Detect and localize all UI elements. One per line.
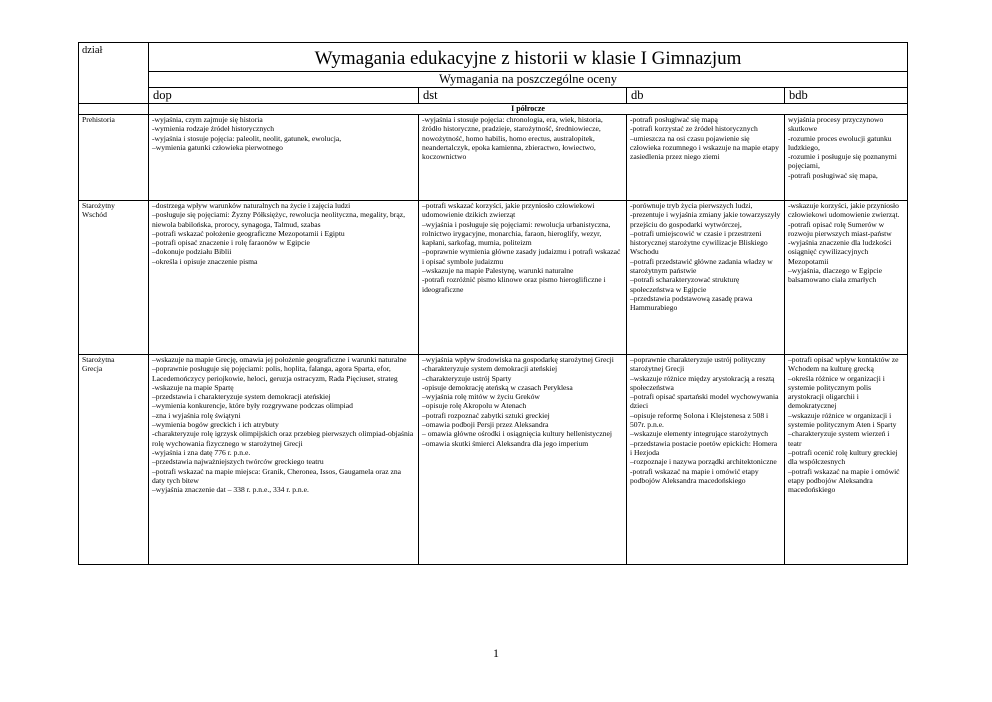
section-row (79, 104, 908, 115)
grade-header-bdb: bdb (785, 88, 908, 104)
requirement-cell-dop: –dostrzega wpływ warunków naturalnych na życie i zajęcia ludzi –posługuje się pojęciami: Żyzny Półksiężyc, rewolucja neolityczna, megality, brąz, niewola babilońska, prorocy, synagoga, Talmud, szabas –potrafi wskazać położenie geograficzne Mezopotamii i Egiptu –potrafi opisać znaczenie i rolę faraonów w Egipcie –dokonuje podziału Biblii –określa i opisuje znaczenie pisma (149, 201, 419, 355)
grades-subtitle: Wymagania na poszczególne oceny (149, 72, 908, 88)
requirement-cell-db: -potrafi posługiwać się mapą -potrafi korzystać ze źródeł historycznych –umieszcza na osi czasu pojawienie się człowieka rozumnego i wskazuje na mapie etapy zasiedlenia przez niego ziemi (627, 115, 785, 201)
requirement-cell-dop: –wskazuje na mapie Grecję, omawia jej położenie geograficzne i warunki naturalne –poprawnie posługuje się pojęciami: polis, hoplita, falanga, agora Sparta, efor, Lacedemończycy periojkowie, heloci, geruzja ostracyzm, Rada Pięciuset, strateg -wskazuje na mapie Spartę –przedstawia i charakteryzuje system demokracji ateńskiej –wymienia konkurencje, które były rozgrywane podczas olimpiad –zna i wyjaśnia rolę świątyni –wymienia bogów greckich i ich atrybuty -charakteryzuje rolę igrzysk olimpijskich oraz przebieg pierwszych olimpiad-objaśnia rolę wychowania fizycznego w starożytnej Grecji -wyjaśnia i zna datę 776 r. p.n.e. –przedstawia najważniejszych twórców greckiego teatru –potrafi wskazać na mapie miejsca: Granik, Cheronea, Issos, Gaugamela oraz zna daty tych bitew –wyjaśnia znaczenie dat – 338 r. p.n.e., 334 r. p.n.e. (149, 355, 419, 565)
grades-row (79, 88, 908, 104)
title-row (79, 43, 908, 72)
requirement-cell-db: –poprawnie charakteryzuje ustrój polityczny starożytnej Grecji –wskazuje różnice między arystokracją a resztą społeczeństwa –potrafi opisać spartański model wychowywania dzieci –opisuje reformę Solona i Klejstenesa z 508 i 507r. p.n.e. –wskazuje elementy integrujące starożytnych –przedstawia postacie poetów epickich: Homera i Hezjoda –rozpoznaje i nazywa porządki architektoniczne -potrafi wskazać na mapie i omówić etapy podbojów Aleksandra macedońskiego (627, 355, 785, 565)
topic-name: Starożytna Grecja (79, 355, 149, 565)
requirements-table (78, 42, 908, 565)
topic-name: Starożytny Wschód (79, 201, 149, 355)
table-row (79, 115, 908, 201)
grade-header-dop: dop (149, 88, 419, 104)
grade-header-dst: dst (419, 88, 627, 104)
requirement-cell-dst: –potrafi wskazać korzyści, jakie przyniosło człowiekowi udomowienie dzikich zwierząt –wyjaśnia i posługuje się pojęciami: rewolucja urbanistyczna, rolnictwo irygacyjne, monarchia, faraon, hieroglify, wezyr, kapłani, sarkofag, mumia, politeizm –poprawnie wymienia główne zasady judaizmu i potrafi wskazać i opisać symbole judaizmu –wskazuje na mapie Palestynę, warunki naturalne -potrafi rozróżnić pismo klinowe oraz pismo hieroglificzne i ideograficzne (419, 201, 627, 355)
semester-label: I półrocze (149, 104, 908, 115)
requirement-cell-db: -porównuje tryb życia pierwszych ludzi, -prezentuje i wyjaśnia zmiany jakie towarzyszyły przejściu do gospodarki wytwórczej, –potrafi umiejscowić w czasie i przestrzeni historycznej starożytne cywilizacje Bliskiego Wschodu –potrafi przedstawić główne zadania władzy w starożytnym państwie –potrafi scharakteryzować strukturę społeczeństwa w Egipcie –przedstawia podstawową zasadę prawa Hammurabiego (627, 201, 785, 355)
requirement-cell-bdb: wyjaśnia procesy przyczynowo skutkowe -rozumie proces ewolucji gatunku ludzkiego, -rozumie i posługuje się poznanymi pojęciami, -potrafi posługiwać się mapa, (785, 115, 908, 201)
requirement-cell-bdb: -wskazuje korzyści, jakie przyniosło człowiekowi udomowienie zwierząt. -potrafi opisać rolę Sumerów w rozwoju pierwszych miast-państw -wyjaśnia znaczenie dla ludzkości osiągnięć cywilizacyjnych Mezopotamii –wyjaśnia, dlaczego w Egipcie balsamowano ciała zmarłych (785, 201, 908, 355)
requirement-cell-dst: -wyjaśnia i stosuje pojęcia: chronologia, era, wiek, historia, źródło historyczne, pradzieje, starożytność, średniowiecze, nowożytność, homo habilis, homo erectus, australopitek, neandertalczyk, epoka kamienna, zbieractwo, łowiectwo, koczownictwo (419, 115, 627, 201)
page-number: 1 (493, 646, 499, 660)
requirement-cell-dst: –wyjaśnia wpływ środowiska na gospodarkę starożytnej Grecji -charakteryzuje system demokracji ateńskiej –charakteryzuje ustrój Sparty -opisuje demokrację ateńską w czasach Peryklesa –wyjaśnia rolę mitów w życiu Greków –opisuje rolę Akropolu w Atenach –potrafi rozpoznać zabytki sztuki greckiej –omawia podboji Persji przez Aleksandra – omawia główne ośrodki i osiągnięcia kultury hellenistycznej –omawia skutki śmierci Aleksandra dla jego imperium (419, 355, 627, 565)
dzial-header: dział (79, 43, 149, 104)
page-title: Wymagania edukacyjne z historii w klasie I Gimnazjum (149, 43, 908, 72)
table-row (79, 355, 908, 565)
requirement-cell-dop: -wyjaśnia, czym zajmuje się historia -wymienia rodzaje źródeł historycznych -wyjaśnia i stosuje pojęcia: paleolit, neolit, gatunek, ewolucja, –wymienia gatunki człowieka pierwotnego (149, 115, 419, 201)
requirement-cell-bdb: –potrafi opisać wpływ kontaktów ze Wchodem na kulturę grecką –określa różnice w organizacji i systemie politycznym polis arystokracji oligarchii i demokratycznej –wskazuje różnice w organizacji i systemie politycznym Aten i Sparty –charakteryzuje system wierzeń i teatr –potrafi ocenić rolę kultury greckiej dla współczesnych –potrafi wskazać na mapie i omówić etapy podbojów Aleksandra macedońskiego (785, 355, 908, 565)
topic-name: Prehistoria (79, 115, 149, 201)
grade-header-db: db (627, 88, 785, 104)
subtitle-row (79, 72, 908, 88)
section-empty-cell (79, 104, 149, 115)
table-row (79, 201, 908, 355)
